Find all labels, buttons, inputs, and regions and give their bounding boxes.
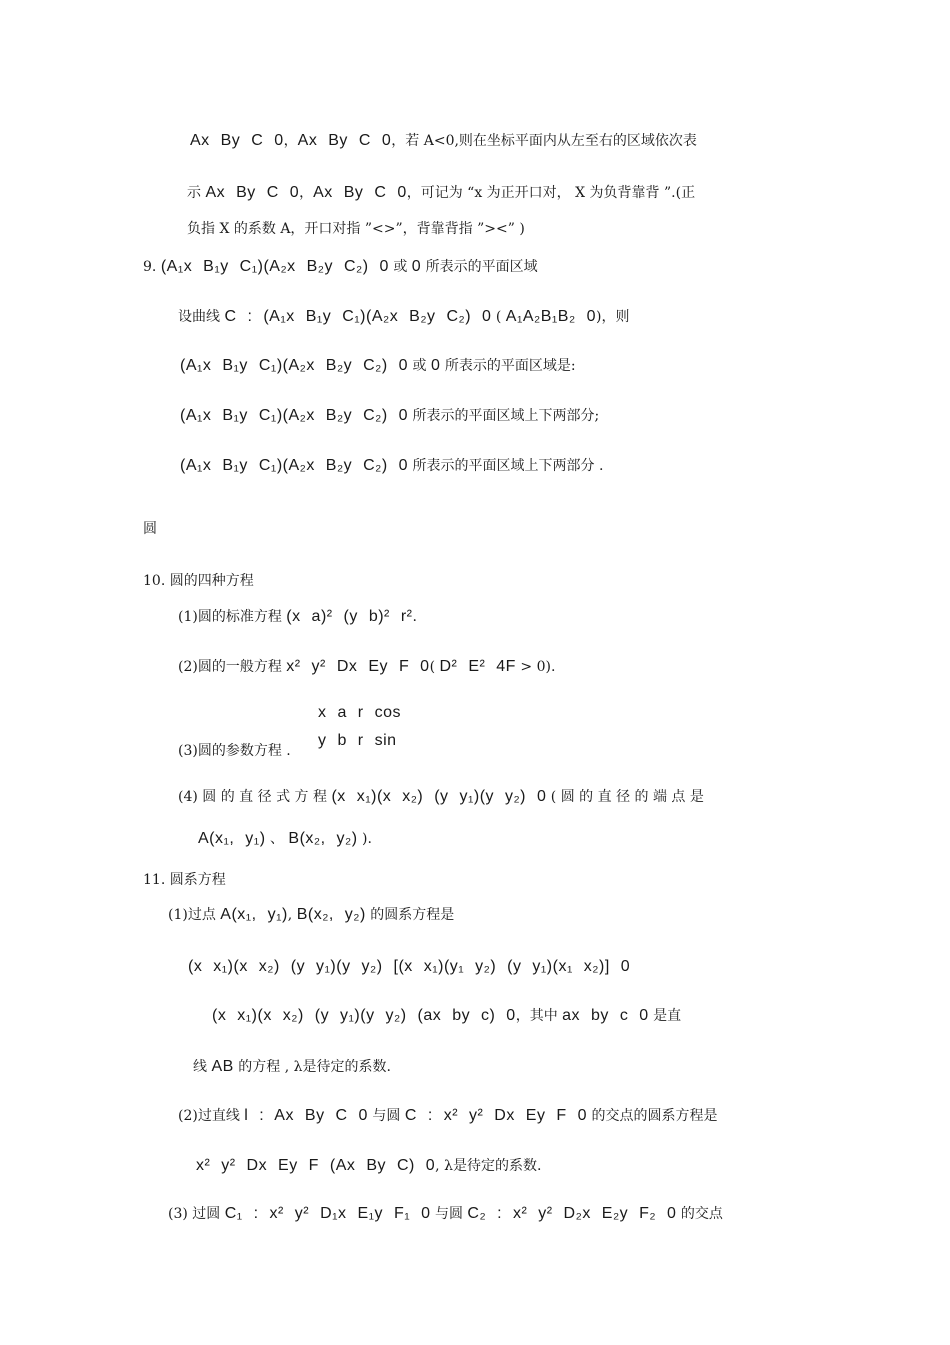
math-expression: (x x₁)(x x₂) (y y₁)(y y₂) 0 [331, 788, 547, 805]
math-expression: A₁A₂B₁B₂ 0 [505, 308, 597, 325]
math-expression: Ax By C 0 [205, 184, 300, 201]
text-fragment: 圆 [143, 521, 157, 537]
math-expression: A(x₁, y₁) [198, 830, 266, 847]
text-fragment: 示 [187, 185, 206, 201]
math-expression: B(x₂, y₂) [296, 906, 366, 923]
text-fragment: 或 [408, 358, 431, 374]
math-expression: (A₁x B₁y C₁)(A₂x B₂y C₂) 0 [160, 258, 389, 275]
text-fragment: 与圆 [367, 1108, 405, 1124]
text-fragment: 与圆 [430, 1206, 468, 1222]
text-line-l12 [178, 656, 555, 677]
text-fragment: 所表示的平面区域 [421, 259, 538, 275]
text-line-l22 [196, 1155, 541, 1176]
text-fragment: , λ是待定的系数. [435, 1158, 542, 1174]
text-fragment: 的交点的圆系方程是 [587, 1108, 718, 1124]
text-fragment: . [412, 609, 417, 625]
text-line-l10 [143, 570, 254, 591]
math-expression: x² y² Dx Ey F 0 [286, 658, 430, 675]
text-line-l18 [188, 956, 630, 977]
math-expression: y b r sin [318, 732, 397, 749]
math-expression: Ax By C 0 [313, 184, 407, 201]
text-fragment: 所表示的平面区域上下两部分; [408, 408, 600, 424]
text-fragment: (1)过点 [168, 907, 221, 923]
math-expression: D² E² 4F [439, 658, 516, 675]
text-fragment: 9. [143, 259, 161, 275]
text-fragment: 的方程 , λ是待定的系数. [233, 1059, 391, 1075]
text-fragment: (4) 圆 的 直 径 式 方 程 [178, 789, 332, 805]
text-fragment: (3) 过圆 [168, 1206, 225, 1222]
text-line-l7 [180, 405, 599, 426]
math-expression: C₁ : x² y² D₁x E₁y F₁ 0 [224, 1205, 431, 1222]
text-line-l1 [190, 130, 697, 151]
text-fragment: 负指 X 的系数 A，开口对指 ”<>”，背靠背指 ”><” ) [187, 221, 525, 237]
text-fragment: 11. 圆系方程 [143, 872, 226, 888]
math-expression: x² y² Dx Ey F (Ax By C) 0 [196, 1157, 436, 1174]
text-line-l15 [198, 828, 372, 849]
text-fragment: 所表示的平面区域上下两部分 . [408, 458, 604, 474]
text-fragment: ( [491, 309, 506, 325]
text-fragment: 的交点 [676, 1206, 723, 1222]
text-line-l14 [178, 786, 704, 807]
text-fragment: ( 圆 的 直 径 的 端 点 是 [546, 789, 704, 805]
math-expression: (x x₁)(x x₂) (y y₁)(y y₂) [(x x₁)(y₁ y₂) (y y₁)(x₁ x₂)] 0 [188, 958, 631, 975]
text-fragment: 线 [193, 1059, 212, 1075]
text-line-l3 [187, 218, 525, 239]
math-expression: C : (A₁x B₁y C₁)(A₂x B₂y C₂) 0 [224, 308, 492, 325]
text-fragment: ，若 A<0,则在坐标平面内从左至右的区域依次表 [391, 133, 697, 149]
text-line-l20 [193, 1056, 391, 1077]
text-fragment: ). [357, 831, 372, 847]
text-fragment: 是直 [648, 1008, 682, 1024]
math-expression: (x x₁)(x x₂) (y y₁)(y y₂) (ax by c) 0 [212, 1007, 516, 1024]
math-expression: B(x₂, y₂) [288, 830, 358, 847]
text-fragment: 的圆系方程是 [365, 907, 455, 923]
text-fragment: )，则 [596, 309, 630, 325]
text-line-l11 [178, 606, 417, 627]
text-fragment: ， [283, 133, 298, 149]
math-expression: A(x₁, y₁) [220, 906, 288, 923]
text-line-l2 [187, 182, 695, 203]
math-expression: ax by c 0 [562, 1007, 649, 1024]
text-fragment: , [287, 907, 297, 923]
math-expression: 0 [430, 357, 441, 374]
text-fragment: (2)圆的一般方程 [178, 659, 287, 675]
text-line-l9 [143, 518, 157, 539]
text-line-l6 [180, 355, 576, 376]
text-line-l13c [178, 740, 291, 761]
text-line-l17 [168, 904, 454, 925]
text-fragment: 10. 圆的四种方程 [143, 573, 254, 589]
math-expression: Ax By C 0 [297, 132, 392, 149]
text-line-l13a [318, 702, 401, 723]
text-line-l21 [178, 1105, 717, 1126]
text-fragment: 设曲线 [178, 309, 225, 325]
math-expression: Ax By C 0 [190, 132, 284, 149]
text-fragment: . [281, 743, 291, 759]
text-fragment: (2)过直线 [178, 1108, 245, 1124]
math-expression: x a r cos [318, 704, 401, 721]
math-expression: (A₁x B₁y C₁)(A₂x B₂y C₂) 0 [180, 357, 409, 374]
text-fragment: 、 [265, 831, 289, 847]
math-expression: AB [211, 1058, 234, 1075]
text-line-l5 [178, 306, 630, 327]
math-expression: C : x² y² Dx Ey F 0 [404, 1107, 587, 1124]
text-line-l23 [168, 1203, 723, 1224]
text-line-l16 [143, 869, 226, 890]
text-fragment: ，其中 [515, 1008, 563, 1024]
math-expression: (x a)² (y b)² r² [286, 608, 413, 625]
text-fragment: (1)圆的标准方程 [178, 609, 287, 625]
text-line-l4 [143, 256, 538, 277]
math-expression: (A₁x B₁y C₁)(A₂x B₂y C₂) 0 [180, 457, 409, 474]
text-fragment: ，可记为 “x 为正开口对， X 为负背靠背 ”.(正 [406, 185, 696, 201]
text-fragment: 所表示的平面区域是: [440, 358, 576, 374]
math-expression: 0 [411, 258, 422, 275]
math-expression: C₂ : x² y² D₂x E₂y F₂ 0 [467, 1205, 677, 1222]
math-expression: l : Ax By C 0 [244, 1107, 368, 1124]
text-fragment: (3)圆的参数方程 [178, 743, 282, 759]
text-fragment: > 0). [515, 659, 556, 675]
text-fragment: 或 [388, 259, 412, 275]
math-expression: (A₁x B₁y C₁)(A₂x B₂y C₂) 0 [180, 407, 409, 424]
text-line-l13b [318, 730, 397, 751]
text-line-l19 [212, 1005, 681, 1026]
text-fragment: ( [429, 659, 440, 675]
text-fragment: ， [299, 185, 314, 201]
text-line-l8 [180, 455, 603, 476]
